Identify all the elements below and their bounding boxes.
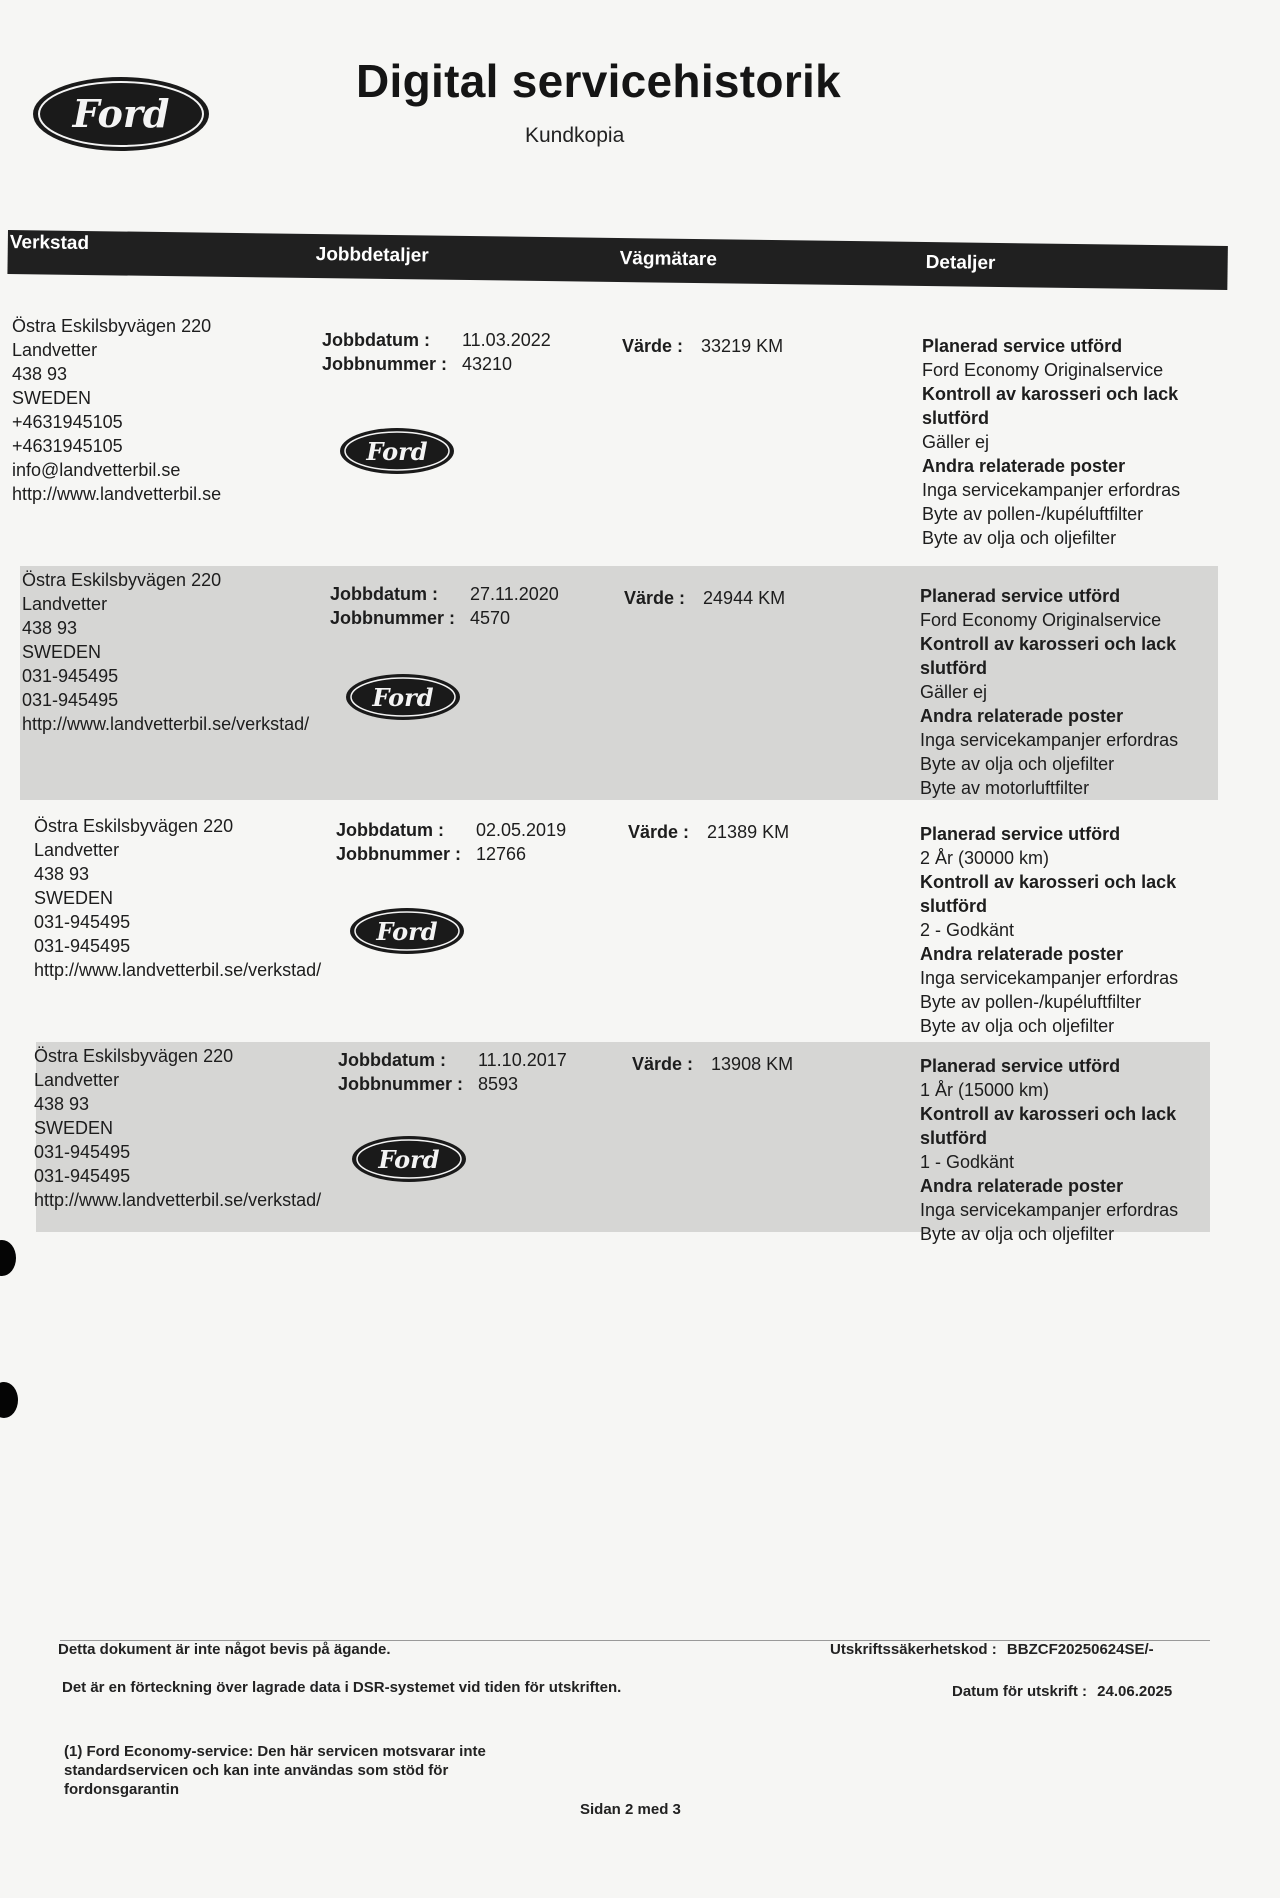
detail-line: Kontroll av karosseri och lack [920, 634, 1177, 654]
detail-line: slutförd [920, 896, 987, 916]
address-city: Landvetter [34, 840, 120, 860]
odometer-label: Värde : [628, 822, 690, 842]
detail-line: Inga servicekampanjer erfordras [920, 1200, 1179, 1220]
ford-logo-text: Ford [378, 1145, 440, 1174]
job-date-label: Jobbdatum : [338, 1050, 446, 1070]
print-date-value: 24.06.2025 [1097, 1683, 1173, 1700]
detail-line: Byte av olja och oljefilter [920, 1224, 1115, 1244]
detail-line: Gäller ej [920, 682, 988, 702]
address-phone: 031-945495 [34, 912, 131, 932]
address-phone: 031-945495 [34, 936, 131, 956]
job-number: 4570 [470, 608, 511, 628]
binder-hole [0, 1382, 18, 1418]
odometer-label: Värde : [632, 1054, 694, 1074]
column-header-jobbdetaljer: Jobbdetaljer [315, 244, 429, 267]
odometer-value: 21389 KM [707, 822, 790, 842]
job-details [330, 582, 559, 630]
job-date-label: Jobbdatum : [330, 584, 438, 604]
address-website[interactable]: http://www.landvetterbil.se/verkstad/ [34, 960, 322, 980]
print-date [952, 1682, 1172, 1701]
detail-line: Byte av olja och oljefilter [922, 528, 1117, 548]
detail-line: Inga servicekampanjer erfordras [920, 968, 1179, 988]
odometer-label: Värde : [624, 588, 686, 608]
service-details [920, 584, 1178, 800]
workshop-address [34, 1044, 321, 1212]
job-number-label: Jobbnummer : [330, 608, 456, 628]
address-country: SWEDEN [34, 1118, 114, 1138]
detail-line: Kontroll av karosseri och lack [922, 384, 1179, 404]
ford-logo [348, 906, 466, 956]
detail-line: 2 - Godkänt [920, 920, 1015, 940]
address-phone: 031-945495 [22, 690, 119, 710]
detail-line: Kontroll av karosseri och lack [920, 872, 1177, 892]
address-website[interactable]: http://www.landvetterbil.se/verkstad/ [34, 1190, 322, 1210]
address-phone: 031-945495 [34, 1142, 131, 1162]
service-details [920, 822, 1178, 1038]
job-details [338, 1048, 567, 1096]
address-phone: 031-945495 [34, 1166, 131, 1186]
binder-hole [0, 1240, 16, 1276]
job-number-label: Jobbnummer : [338, 1074, 464, 1094]
address-street: Östra Eskilsbyvägen 220 [22, 570, 222, 590]
ford-logo [344, 672, 462, 722]
service-record [0, 812, 1280, 1036]
column-header-detaljer: Detaljer [925, 252, 996, 274]
address-phone: +4631945105 [12, 436, 123, 456]
job-number-label: Jobbnummer : [336, 844, 462, 864]
odometer-value: 13908 KM [711, 1054, 794, 1074]
address-website[interactable]: http://www.landvetterbil.se/verkstad/ [22, 714, 310, 734]
page-number: Sidan 2 med 3 [580, 1801, 681, 1818]
service-record [0, 1042, 1280, 1244]
odometer-value: 33219 KM [701, 336, 784, 356]
address-city: Landvetter [22, 594, 108, 614]
ford-logo-text: Ford [366, 437, 428, 466]
job-details [336, 818, 566, 866]
detail-line: Gäller ej [922, 432, 990, 452]
job-number: 43210 [462, 354, 513, 374]
odometer [624, 586, 785, 610]
job-date-label: Jobbdatum : [322, 330, 430, 350]
address-email[interactable]: info@landvetterbil.se [12, 460, 181, 480]
ford-logo [338, 426, 456, 476]
job-date: 11.10.2017 [478, 1050, 567, 1070]
table-header [7, 230, 1227, 290]
job-number-label: Jobbnummer : [322, 354, 448, 374]
detail-line: Planerad service utförd [920, 1056, 1121, 1076]
page-title: Digital servicehistorik [356, 55, 841, 107]
security-code-label: Utskriftssäkerhetskod : [830, 1641, 997, 1658]
ownership-disclaimer: Detta dokument är inte något bevis på ägande. [58, 1641, 391, 1658]
detail-line: 2 År (30000 km) [920, 848, 1050, 868]
column-header-vagmatare: Vägmätare [619, 248, 717, 271]
address-postcode: 438 93 [34, 864, 90, 884]
address-postcode: 438 93 [34, 1094, 90, 1114]
detail-line: Inga servicekampanjer erfordras [920, 730, 1179, 750]
ford-logo-text: Ford [72, 91, 170, 136]
detail-line: slutförd [920, 658, 987, 678]
detail-line: slutförd [920, 1128, 987, 1148]
detail-line: 1 År (15000 km) [920, 1080, 1050, 1100]
service-record [0, 566, 1280, 800]
detail-line: Planerad service utförd [920, 824, 1121, 844]
address-country: SWEDEN [34, 888, 114, 908]
detail-line: Planerad service utförd [922, 336, 1123, 356]
print-date-label: Datum för utskrift : [952, 1683, 1087, 1700]
job-details [322, 328, 551, 376]
workshop-address [22, 568, 309, 736]
detail-line: Planerad service utförd [920, 586, 1121, 606]
odometer-label: Värde : [622, 336, 684, 356]
workshop-address [34, 814, 321, 982]
address-street: Östra Eskilsbyvägen 220 [12, 316, 212, 336]
detail-line: Andra relaterade poster [920, 944, 1124, 964]
economy-footnote: (1) Ford Economy-service: Den här servicen motsvarar inte standardservicen och kan inte användas som stöd för fordonsgarantin [64, 1743, 486, 1798]
odometer [622, 334, 783, 358]
page-subtitle: Kundkopia [525, 124, 625, 147]
address-city: Landvetter [12, 340, 98, 360]
address-country: SWEDEN [12, 388, 92, 408]
detail-line: Andra relaterade poster [922, 456, 1126, 476]
detail-line: Inga servicekampanjer erfordras [922, 480, 1181, 500]
address-postcode: 438 93 [12, 364, 68, 384]
ford-logo-text: Ford [372, 683, 434, 712]
job-number: 8593 [478, 1074, 519, 1094]
detail-line: slutförd [922, 408, 989, 428]
address-city: Landvetter [34, 1070, 120, 1090]
job-number: 12766 [476, 844, 527, 864]
detail-line: Byte av pollen-/kupéluftfilter [922, 504, 1144, 524]
column-header-verkstad: Verkstad [9, 232, 90, 255]
address-street: Östra Eskilsbyvägen 220 [34, 1046, 234, 1066]
job-date: 11.03.2022 [462, 330, 551, 350]
detail-line: Byte av motorluftfilter [920, 778, 1090, 798]
detail-line: Ford Economy Originalservice [922, 360, 1164, 380]
address-phone: 031-945495 [22, 666, 119, 686]
odometer [628, 820, 789, 844]
address-website[interactable]: http://www.landvetterbil.se [12, 484, 222, 504]
job-date-label: Jobbdatum : [336, 820, 444, 840]
odometer-value: 24944 KM [703, 588, 786, 608]
detail-line: 1 - Godkänt [920, 1152, 1015, 1172]
odometer [632, 1052, 793, 1076]
workshop-address [12, 314, 221, 506]
job-date: 27.11.2020 [470, 584, 559, 604]
ford-logo-text: Ford [376, 917, 438, 946]
detail-line: Byte av olja och oljefilter [920, 754, 1115, 774]
detail-line: Kontroll av karosseri och lack [920, 1104, 1177, 1124]
address-postcode: 438 93 [22, 618, 78, 638]
job-date: 02.05.2019 [476, 820, 567, 840]
service-record [0, 314, 1280, 554]
address-street: Östra Eskilsbyvägen 220 [34, 816, 234, 836]
address-phone: +4631945105 [12, 412, 123, 432]
detail-line: Andra relaterade poster [920, 1176, 1124, 1196]
security-code [830, 1640, 1154, 1659]
detail-line: Ford Economy Originalservice [920, 610, 1162, 630]
record-note: Det är en förteckning över lagrade data i DSR-systemet vid tiden för utskriften. [62, 1679, 622, 1696]
service-details [920, 1054, 1178, 1246]
service-details [922, 334, 1180, 550]
ford-logo [350, 1134, 468, 1184]
address-country: SWEDEN [22, 642, 102, 662]
detail-line: Andra relaterade poster [920, 706, 1124, 726]
detail-line: Byte av pollen-/kupéluftfilter [920, 992, 1142, 1012]
ford-logo [30, 74, 212, 154]
detail-line: Byte av olja och oljefilter [920, 1016, 1115, 1036]
security-code-value: BBZCF20250624SE/- [1006, 1641, 1154, 1658]
